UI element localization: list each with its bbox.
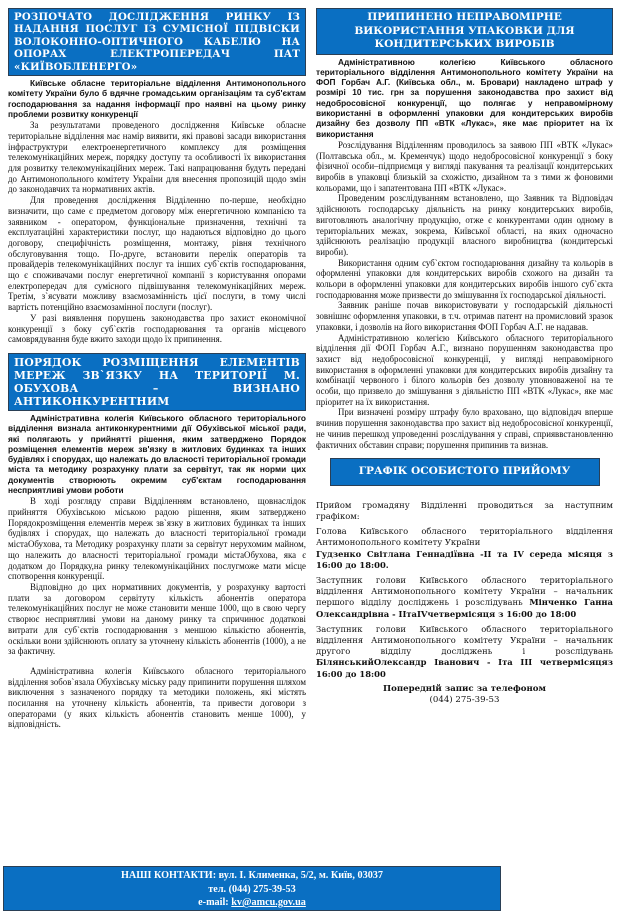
left-column xyxy=(8,8,306,730)
schedule-entry xyxy=(316,575,613,620)
article-paragraph: У разі виявлення порушень законодавства про захист економічної конкуренції з боку суб`єктів господарювання та органів місцевого самоврядування буде вжито заходи щодо їх припинення. xyxy=(8,312,306,345)
footer-email-label: e-mail: xyxy=(198,897,232,908)
schedule-person-time: Гудзенко Світлана Геннадіївна -II та IV середа місяця з 16:00 до 18:00. xyxy=(316,548,613,570)
schedule-entry xyxy=(316,624,613,680)
article-paragraph: При визначені розміру штрафу було враховано, що відповідач вперше вчинив порушення законодавства про захист від недобросовісної конкуренції, не чинив перешкод упроведенні розслідування у справі, сприяввстановленню фактичних обставин справи; порушення припинив та визнав. xyxy=(316,407,613,450)
appointment-phone[interactable]: (044) 275-39-53 xyxy=(429,694,500,705)
schedule-role: Заступник голови Київського обласного територіального відділення Антимонопольного комітету України – начальник другого відділу досліджень і розслідувань xyxy=(316,623,613,657)
reception-schedule xyxy=(316,458,613,706)
article-paragraph: Використання одним суб`єктом господарювання дизайну та кольорів в оформленні упаковки для кондитерських виробів схожого на дизайн та кольори в оформленні упаковки для кондитерських виробів іншого суб`єкта господарювання може призвести до змішування їх господарської діяльності. xyxy=(316,257,613,300)
article-title-obukhiv: ПОРЯДОК РОЗМІЩЕННЯ ЕЛЕМЕНТІВ МЕРЕЖ ЗВ`ЯЗКУ НА ТЕРИТОРІЇ М. ОБУХОВА – ВИЗНАНО АНТИКОНКУРЕНТНИМ xyxy=(8,353,306,411)
schedule-person-time: БілянськийОлександр Іванович - Iта III четвермісяцяз 16:00 до 18:00 xyxy=(316,657,613,679)
article-paragraph: За результатами проведеного дослідження Київське обласне територіальне відділення має намір виявити, які правові засади використання інфраструктури електроенергетичного комплексу для розміщення телекомунікаційних мереж, порядку доступу та особливості їх використання для розвитку телекомунікаційних мереж. Такі напрацювання будуть передані до Антимонопольного комітету України для внесення пропозицій щодо змін до законодавчих та нормативних актів. xyxy=(8,120,306,195)
footer-address: НАШІ КОНТАКТИ: вул. І. Клименка, 5/2, м. Київ, 03037 xyxy=(120,870,383,881)
right-column xyxy=(316,8,613,706)
article-title-market-research: РОЗПОЧАТО ДОСЛІДЖЕННЯ РИНКУ ІЗ НАДАННЯ ПОСЛУГ ІЗ СУМІСНОЇ ПІДВІСКИ ВОЛОКОННО-ОПТИЧНОГО КАБЕЛЮ НА ОПОРАХ ЕЛЕКТРОПЕРЕДАЧ ПАТ «КИЇВОБЛЕНЕРГО» xyxy=(8,8,306,76)
article-lead: Київське обласне територіальне відділення Антимонопольного комітету України було б вдячне громадським організаціям та суб'єктам господарювання за надання інформації про наявні на цьому ринку проблеми розвитку конкуренції xyxy=(8,78,306,119)
footer-email-line xyxy=(4,896,500,910)
schedule-role: Голова Київського обласного територіального відділення Антимонопольного комітету України xyxy=(316,526,613,548)
article-lead: Адміністративна колегія Київського обласного територіального відділення визнала антиконкурентними дії Обухівської міської ради, які полягають у прийнятті рішення, яким затверджено Порядок розміщення елементів мереж зв'язку в житлових будинках та інших будівлях і спорудах, що належать до власності територіальної громади міста та методику розрахунку плати за сервітут, так як норми цих документів створюють окремим суб'єктам господарювання несприятливі умови роботи xyxy=(8,412,306,496)
article-paragraph: Розслідування Відділенням проводилось за заявою ПП «ВТК «Лукас» (Полтавська обл., м. Кременчук) щодо недобросовісної конкуренції з боку фізичної особи–підприємця у вигляді пакування та реалізації кондитерських виробів в упаковці близькій за схожістю, дизайном та з тими ж фоновими кольорами, що і запатентована ПП «ВТК «Лукас». xyxy=(316,139,613,193)
footer-email-link[interactable]: kv@amcu.gov.ua xyxy=(231,897,306,908)
article-lead: Адміністративною колегією Київського обласного територіального відділення Антимонопольного комітету України на ФОП Горбач А.Г. (Київська обл., м. Бровари) накладено штраф у розмірі 10 тис. грн за порушення законодавства про захист від недобросовісної конкуренції, що полягає у неправомірному використанні в оформленні упаковки для кондитерських виробів дизайну без дозволу ПП «ВТК «Лукас», яке має пріоритет на їх використання xyxy=(316,56,613,139)
article-paragraph: Заявник раніше почав використовувати у господарській діяльності зовнішнє оформлення упаковки, в т.ч. отримав патент на промисловий зразок упаковки, і дозволів на його використання ФОП Горбач А.Г. не надавав. xyxy=(316,300,613,332)
article-paragraph: Проведеним розслідуванням встановлено, що Заявник та Відповідач здійснюють господарську діяльність на ринку кондитерських виробів, виготовляють аналогічну продукцію, отже є конкурентами один одному в територіальних межах, зокрема, Київської області, на яких одночасно здійснюють реалізацію продукції власного виробництва (кондитерські вироби). xyxy=(316,193,613,257)
footer-phone[interactable]: тел. (044) 275-39-53 xyxy=(208,883,296,895)
article-paragraph: В ході розгляду справи Відділенням встановлено, щовнаслідок прийняття Обухівською міською радою рішення, яким затверджено Порядокрозміщення елементів мереж зв`язку в житлових будинках та інших будівлях і спорудах, що належать до власності територіальної громади містаОбухова, та Методику розрахунку плати за сервітут нерухомим майном, що належить до власності територіальної громади містаОбухова, яка є додатком до Порядку,на ринку телекомунікаційних послугможе мати місце спотворення конкуренції. xyxy=(8,496,306,582)
article-packaging xyxy=(316,8,613,450)
article-paragraph: Для проведення дослідження Відділенню по-перше, необхідно визначити, що саме є предметом договору між енергетичною компанією та заявником - оператором, функціональне призначення, технічні та експлуатаційні характеристики послуг, що надаються відповідно до цього договору, специфічність розміщення, монтажу, рівня технічного обслуговування тощо. По-друге, встановити перелік операторів та провайдерів телекомунікаційних послуг та інших суб`єктів господарювання, що є споживачами послуг енергетичної компанії з користування опорами електропередач для сумісного підвішування телекомунікаційних мереж. Третім, з`ясувати можливу взаємозамінність цієї послуги, в тому числі вартість потенційно взаємозамінної послуги (послуг). xyxy=(8,195,306,313)
schedule-entry xyxy=(316,526,613,571)
schedule-title: ГРАФІК ОСОБИСТОГО ПРИЙОМУ xyxy=(330,458,600,486)
article-market-research xyxy=(8,8,306,345)
appointment-label: Попередній запис за телефоном xyxy=(382,683,546,694)
schedule-person-time: Мінченко Ганна Олександрівна - IIтаIVчетвермісяця з 16:00 до 18:00 xyxy=(316,597,613,619)
article-obukhiv xyxy=(8,353,306,730)
contacts-footer xyxy=(3,866,501,911)
article-paragraph: Адміністративною колегією Київського обласного територіального відділення дії ФОП Горбач А.Г., визнано порушенням законодавства про захист від недобросовісної конкуренції, у вигляді неправомірного використання в оформленні упаковки для кондитерських виробів дизайну та комбінації червоного і білого кольорів без дозволу уповноваженої на те особи, що призвело до змішування з діяльністю ПП «ВТК «Лукас», яке має пріоритет на їх використання. xyxy=(316,332,613,407)
article-title-packaging: ПРИПИНЕНО НЕПРАВОМІРНЕ ВИКОРИСТАННЯ УПАКОВКИ ДЛЯ КОНДИТЕРСЬКИХ ВИРОБІВ xyxy=(316,8,613,55)
article-paragraph: Відповідно до цих нормативних документів, у розрахунку вартості плати за договором сервітуту кількість абонентів оператора телекомунікаційних послуг не може становити менше 1000, що в свою чергу створює несприятливі умови на даному ринку та спричинює додаткові витрати для суб`єктів господарювання з меншою кількістю абонентів, оскільки вони здійснюють оплату за уточнену кількість абонентів (1000), а не за фактичну. xyxy=(8,581,306,657)
article-paragraph: Адміністративна колегія Київського обласного територіального відділення зобов`язала Обухівську міську раду припинити порушення шляхом виключення з зазначеного порядку та методики положень, які містять посилання на уточнену кількість абонентів, та привести договори з операторами (у яких кількість абонентів становить менше 1000), у відповідність. xyxy=(8,665,306,730)
schedule-intro: Прийом громадяну Відділенні проводиться за наступним графіком: xyxy=(316,499,613,521)
schedule-role: Заступник голови Київського обласного територіального відділення Антимонопольного комітету України – начальник першого відділу досліджень і розслідувань xyxy=(316,574,613,608)
